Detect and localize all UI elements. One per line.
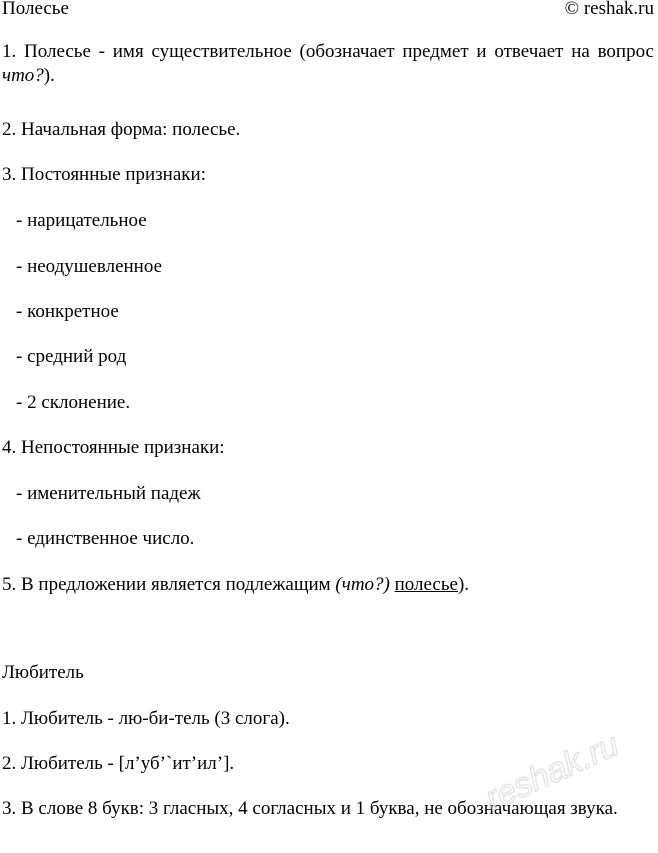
item-5-question: (что?): [335, 574, 390, 595]
header-source: © reshak.ru: [564, 0, 654, 19]
item-1-question: что?: [2, 65, 44, 86]
permanent-feature: - конкретное: [16, 301, 119, 322]
section-2-title: Любитель: [2, 662, 84, 683]
item-1: [2, 40, 654, 88]
item-5-close: ).: [457, 574, 470, 595]
item-4: 4. Непостоянные признаки:: [2, 437, 225, 458]
section-2-item-2: 2. Любитель - [л’уб’`ит’ил’].: [2, 753, 235, 774]
item-1-text: 1. Полесье - имя существительное (обозначает предмет и отвечает на вопрос: [2, 41, 654, 62]
item-2: 2. Начальная форма: полесье.: [2, 119, 241, 140]
permanent-feature: - нарицательное: [16, 210, 147, 231]
permanent-feature: - 2 склонение.: [16, 392, 131, 413]
permanent-feature: - неодушевленное: [16, 256, 162, 277]
item-5: [2, 573, 654, 597]
watermark-text: reshak.ru: [479, 725, 625, 819]
item-3: 3. Постоянные признаки:: [2, 164, 206, 185]
header-title: Полесье: [2, 0, 69, 19]
section-2-item-3: 3. В слове 8 букв: 3 гласных, 4 согласных и 1 буква, не обозначающая звука.: [2, 798, 618, 819]
section-2-item-1: 1. Любитель - лю-би-тель (3 слога).: [2, 708, 290, 729]
nonpermanent-feature: - именительный падеж: [16, 483, 201, 504]
item-5-word: полесье: [394, 574, 458, 595]
nonpermanent-feature: - единственное число.: [16, 528, 195, 549]
permanent-feature: - средний род: [16, 346, 127, 367]
item-5-text: 5. В предложении является подлежащим: [2, 574, 336, 595]
item-1-close: ).: [43, 65, 55, 86]
page-header: [2, 0, 654, 21]
